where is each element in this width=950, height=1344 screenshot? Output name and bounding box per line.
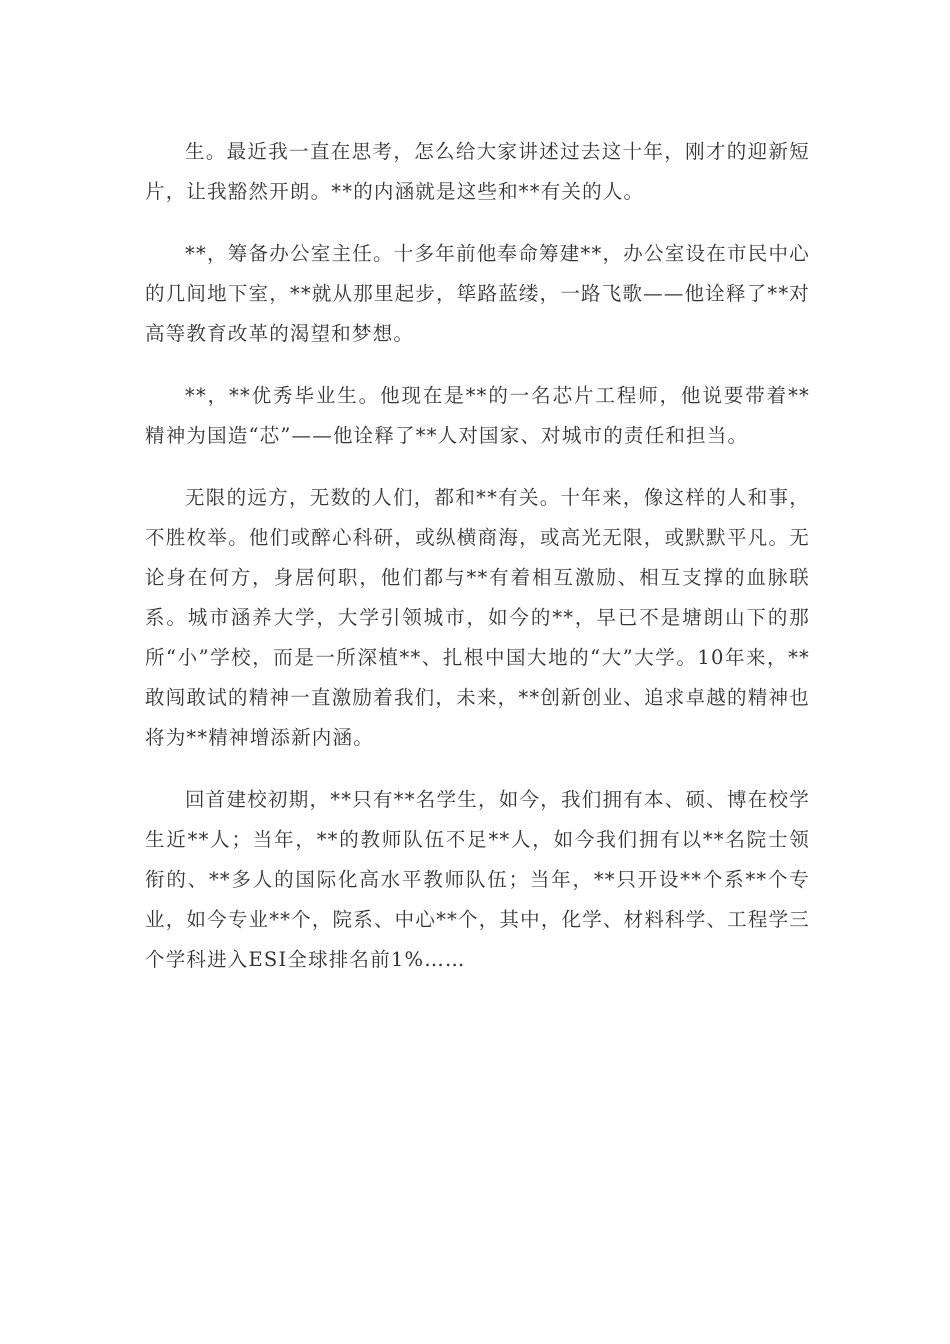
paragraph-4: 无限的远方，无数的人们，都和**有关。十年来，像这样的人和事，不胜枚举。他们或醉心科研，或纵横商海，或高光无限，或默默平凡。无论身在何方，身居何职，他们都与**有着相互激励、相互支撑的血脉联系。城市涵养大学，大学引领城市，如今的**，早已不是塘朗山下的那所“小”学校，而是一所深植**、扎根中国大地的“大”大学。10年来，**敢闯敢试的精神一直激励着我们，未来，**创新创业、追求卓越的精神也将为**精神增添新内涵。 <box>145 486 810 749</box>
paragraph-2: **，筹备办公室主任。十多年前他奉命筹建**，办公室设在市民中心的几间地下室，**就从那里起步，筚路蓝缕，一路飞歌——他诠释了**对高等教育改革的渴望和梦想。 <box>145 242 810 345</box>
paragraph-5: 回首建校初期，**只有**名学生，如今，我们拥有本、硕、博在校学生近**人；当年，**的教师队伍不足**人，如今我们拥有以**名院士领衔的、**多人的国际化高水平教师队伍；当年，**只开设**个系**个专业，如今专业**个，院系、中心**个，其中，化学、材料科学、工程学三个学科进入ESI全球排名前1%…… <box>145 788 810 971</box>
paragraph-1: 生。最近我一直在思考，怎么给大家讲述过去这十年，刚才的迎新短片，让我豁然开朗。**的内涵就是这些和**有关的人。 <box>145 140 810 203</box>
document-body <box>145 132 810 1002</box>
paragraph-3: **，**优秀毕业生。他现在是**的一名芯片工程师，他说要带着**精神为国造“芯”——他诠释了**人对国家、对城市的责任和担当。 <box>145 384 810 447</box>
